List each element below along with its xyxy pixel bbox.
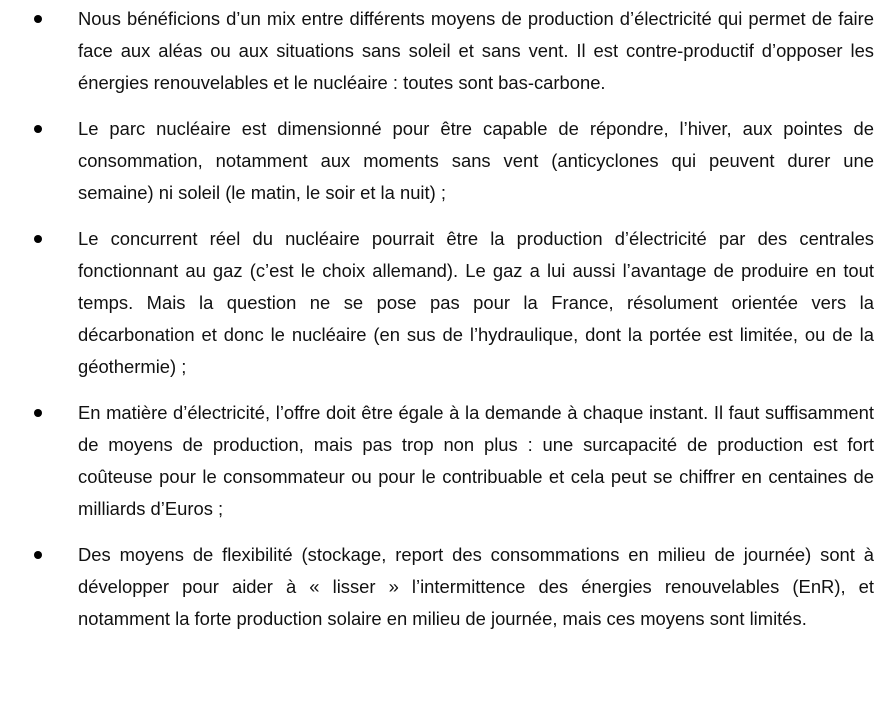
bullet-item-4 (0, 397, 874, 525)
bullet-dot-icon (34, 551, 42, 559)
bullet-item-1 (0, 3, 874, 99)
bullet-item-5 (0, 539, 874, 635)
bullet-text: Nous bénéficions d’un mix entre différents moyens de production d’électricité qui permet de faire face aux aléas ou aux situations sans soleil et sans vent. Il est contre-productif d’opposer les énergies renouvelables et le nucléaire : toutes sont bas-carbone. (78, 8, 874, 93)
bullet-item-2 (0, 113, 874, 209)
bullet-list (0, 3, 874, 635)
bullet-dot-icon (34, 125, 42, 133)
bullet-text: Des moyens de flexibilité (stockage, report des consommations en milieu de journée) sont à développer pour aider à « lisser » l’intermittence des énergies renouvelables (EnR), et notamment la forte production solaire en milieu de journée, mais ces moyens sont limités. (78, 544, 874, 629)
bullet-item-3 (0, 223, 874, 383)
bullet-text: Le parc nucléaire est dimensionné pour être capable de répondre, l’hiver, aux pointes de consommation, notamment aux moments sans vent (anticyclones qui peuvent durer une semaine) ni soleil (le matin, le soir et la nuit) ; (78, 118, 874, 203)
bullet-text: Le concurrent réel du nucléaire pourrait être la production d’électricité par des centrales fonctionnant au gaz (c’est le choix allemand). Le gaz a lui aussi l’avantage de produire en tout temps. Mais la question ne se pose pas pour la France, résolument orientée vers la décarbonation et donc le nucléaire (en sus de l’hydraulique, dont la portée est limitée, ou de la géothermie) ; (78, 228, 874, 377)
bullet-dot-icon (34, 15, 42, 23)
bullet-text: En matière d’électricité, l’offre doit être égale à la demande à chaque instant. Il faut suffisamment de moyens de production, mais pas trop non plus : une surcapacité de production est fort coûteuse pour le consommateur ou pour le contribuable et cela peut se chiffrer en centaines de milliards d’Euros ; (78, 402, 874, 519)
bullet-dot-icon (34, 235, 42, 243)
bullet-dot-icon (34, 409, 42, 417)
